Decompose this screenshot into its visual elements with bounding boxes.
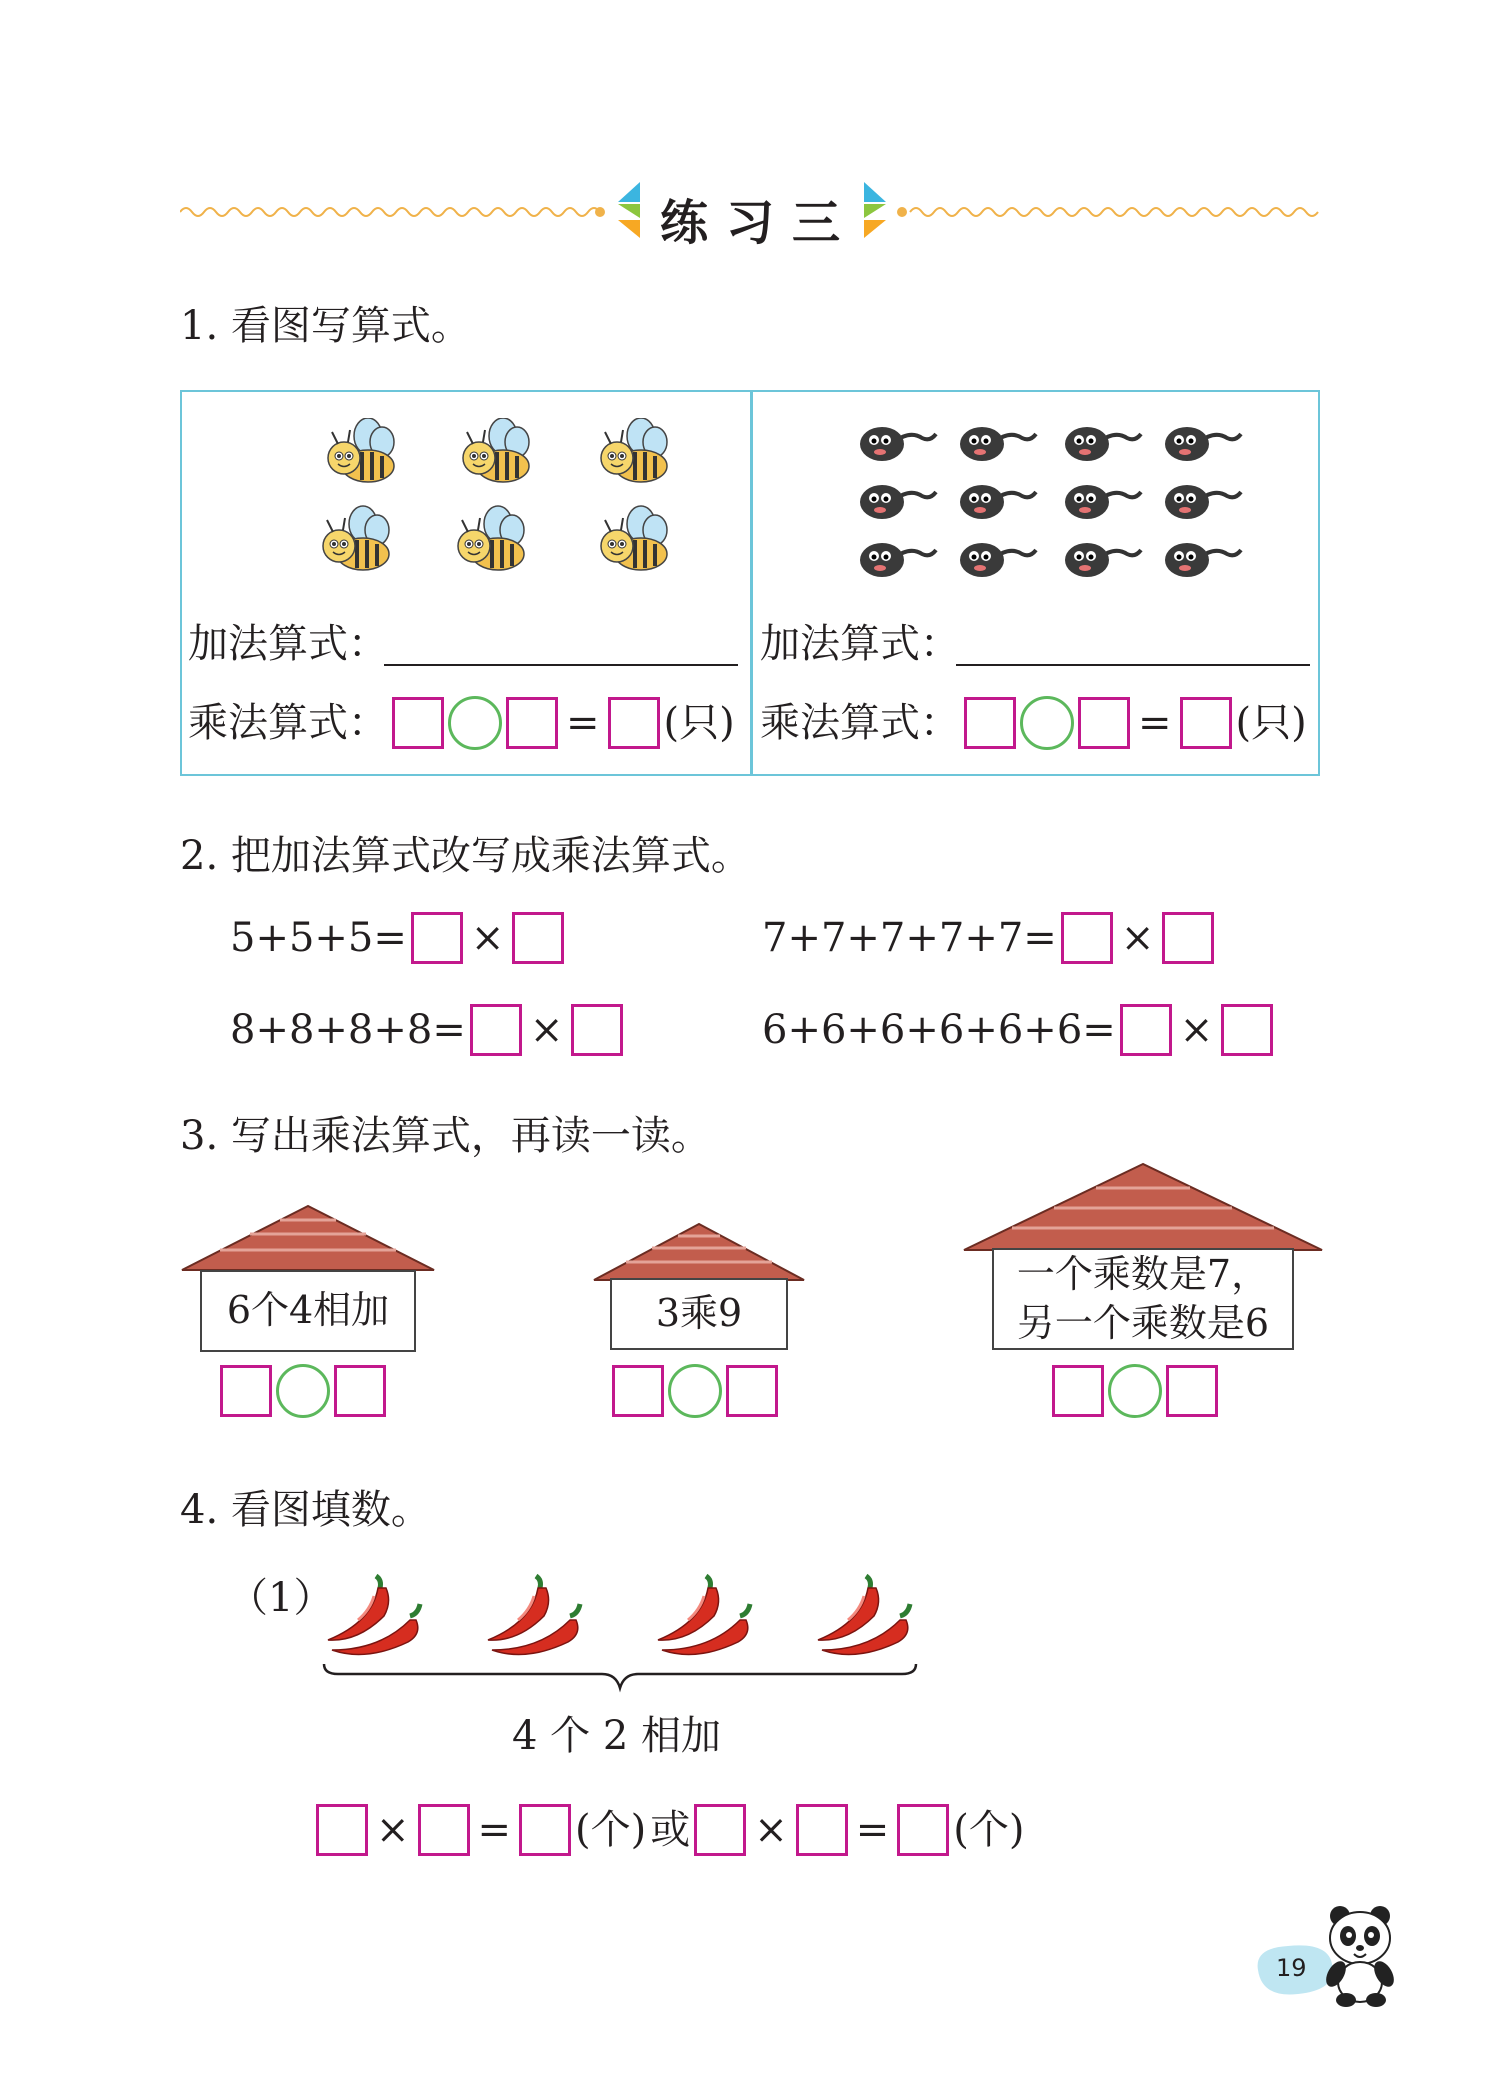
house-label-line-2: 另一个乘数是6 — [1016, 1301, 1270, 1345]
answer-box[interactable] — [506, 697, 558, 749]
roof-icon — [180, 1204, 436, 1276]
q4-sub1-label: （1） — [228, 1575, 334, 1621]
q1-right-add-answer-line[interactable] — [956, 628, 1310, 666]
operator-circle[interactable] — [448, 696, 502, 750]
answer-box[interactable] — [1061, 912, 1113, 964]
answer-box[interactable] — [220, 1365, 272, 1417]
q1-right-mul-label: 乘法算式： — [760, 700, 960, 746]
equals-sign: = — [566, 700, 600, 746]
answer-box[interactable] — [1052, 1365, 1104, 1417]
answer-box[interactable] — [796, 1804, 848, 1856]
q2-expression: 7+7+7+7+7= — [762, 915, 1057, 961]
q1-heading: 1. 看图写算式。 — [180, 303, 471, 349]
answer-box[interactable] — [1166, 1365, 1218, 1417]
page-title: 练习三 — [660, 195, 859, 251]
answer-box[interactable] — [1221, 1004, 1273, 1056]
q1-right-add-label: 加法算式： — [760, 621, 960, 667]
q1-right-mul-row — [760, 696, 1307, 750]
q3-answer-row-2 — [612, 1364, 778, 1418]
roof-icon — [592, 1222, 806, 1286]
q2-item-4 — [762, 1004, 1273, 1056]
operator-circle[interactable] — [276, 1364, 330, 1418]
q2-expression: 6+6+6+6+6+6= — [762, 1007, 1116, 1053]
q3-answer-row-3 — [1052, 1364, 1218, 1418]
answer-box[interactable] — [316, 1804, 368, 1856]
answer-box[interactable] — [726, 1365, 778, 1417]
equals-sign: = — [477, 1807, 512, 1853]
answer-box[interactable] — [1180, 697, 1232, 749]
answer-box[interactable] — [512, 912, 564, 964]
or-label: 或 — [650, 1807, 691, 1853]
q4-answer-row — [316, 1804, 1025, 1856]
q2-item-1 — [230, 912, 564, 964]
answer-box[interactable] — [411, 912, 463, 964]
q1-divider — [750, 390, 753, 776]
answer-box[interactable] — [519, 1804, 571, 1856]
title-wavy-right — [894, 200, 1324, 224]
title-ornament-left-icon — [610, 180, 642, 240]
times-sign: × — [529, 1007, 564, 1053]
unit-label: (个) — [575, 1807, 647, 1853]
house-label: 3乘9 — [610, 1278, 788, 1350]
q2-heading: 2. 把加法算式改写成乘法算式。 — [180, 833, 751, 879]
operator-circle[interactable] — [1108, 1364, 1162, 1418]
answer-box[interactable] — [1162, 912, 1214, 964]
answer-box[interactable] — [694, 1804, 746, 1856]
q1-left-add-label: 加法算式： — [188, 621, 388, 667]
equals-sign: = — [1138, 700, 1172, 746]
roof-icon — [962, 1162, 1324, 1256]
answer-box[interactable] — [608, 697, 660, 749]
unit-label: (只) — [663, 700, 735, 746]
times-sign: × — [1120, 915, 1155, 961]
times-sign: × — [470, 915, 505, 961]
page-number: 19 — [1276, 1954, 1307, 1982]
times-sign: × — [1179, 1007, 1214, 1053]
times-sign: × — [376, 1807, 410, 1853]
operator-circle[interactable] — [1020, 696, 1074, 750]
brace-icon — [320, 1660, 920, 1700]
house-label-line-1: 一个乘数是7， — [1016, 1251, 1270, 1296]
answer-box[interactable] — [964, 697, 1016, 749]
q2-expression: 8+8+8+8= — [230, 1007, 466, 1053]
answer-box[interactable] — [418, 1804, 470, 1856]
answer-box[interactable] — [1120, 1004, 1172, 1056]
house-label — [992, 1248, 1294, 1350]
title-wavy-left — [180, 200, 610, 224]
answer-box[interactable] — [612, 1365, 664, 1417]
answer-box[interactable] — [334, 1365, 386, 1417]
answer-box[interactable] — [392, 697, 444, 749]
unit-label: (只) — [1235, 700, 1307, 746]
bees-illustration — [310, 418, 690, 588]
q1-left-mul-row — [188, 696, 735, 750]
answer-box[interactable] — [571, 1004, 623, 1056]
q2-expression: 5+5+5= — [230, 915, 407, 961]
q2-item-3 — [230, 1004, 623, 1056]
q3-heading: 3. 写出乘法算式，再读一读。 — [180, 1113, 711, 1159]
answer-box[interactable] — [897, 1804, 949, 1856]
tadpoles-illustration — [860, 420, 1260, 590]
q1-left-mul-label: 乘法算式： — [188, 700, 388, 746]
unit-label: (个) — [953, 1807, 1025, 1853]
operator-circle[interactable] — [668, 1364, 722, 1418]
answer-box[interactable] — [1078, 697, 1130, 749]
panda-icon — [1318, 1900, 1404, 2010]
title-ornament-right-icon — [862, 180, 894, 240]
house-label: 6个4相加 — [200, 1270, 416, 1352]
q1-left-add-answer-line[interactable] — [384, 628, 738, 666]
q2-item-2 — [762, 912, 1214, 964]
q3-answer-row-1 — [220, 1364, 386, 1418]
answer-box[interactable] — [470, 1004, 522, 1056]
brace-caption: 4 个 2 相加 — [512, 1713, 722, 1759]
times-sign: × — [754, 1807, 788, 1853]
q4-heading: 4. 看图填数。 — [180, 1487, 431, 1533]
equals-sign: = — [855, 1807, 890, 1853]
